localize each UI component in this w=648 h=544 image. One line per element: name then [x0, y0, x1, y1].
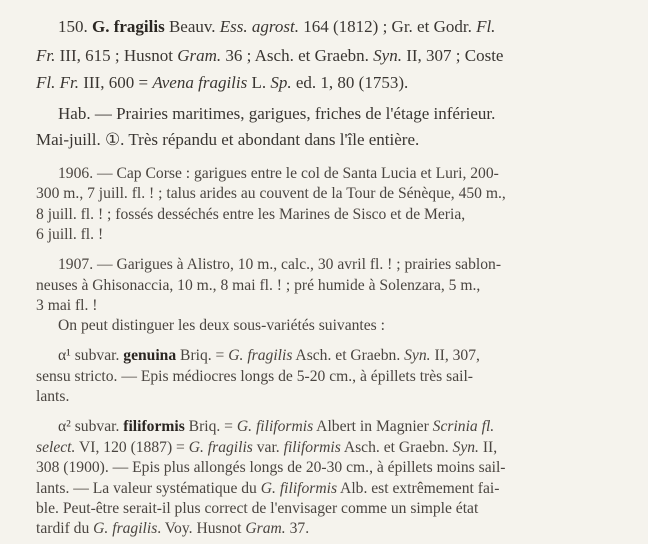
- observation-line: 1907. — Garigues à Alistro, 10 m., calc., 30 avril fl. ! ; prairies sablon-: [58, 256, 502, 273]
- subvariety-name: genuina: [123, 347, 177, 364]
- habitat-line: Hab. — Prairies maritimes, garigues, friches de l'étage inférieur.: [58, 104, 496, 123]
- synonymy-line: Fl. Fr. III, 600 = Avena fragilis L. Sp. ed. 1, 80 (1753).: [36, 73, 409, 92]
- subvariety-line: 308 (1900). — Epis plus allongés longs de 20-30 cm., à épillets moins sail-: [36, 459, 506, 476]
- habitat-line: Mai-juill. ①. Très répandu et abondant dans l'île entière.: [36, 130, 420, 149]
- subvariety-line: α¹ subvar. genuina Briq. = G. fragilis Asch. et Graebn. Syn. II, 307,: [58, 347, 480, 364]
- observation-line: 6 juill. fl. !: [36, 226, 104, 243]
- subvariety-line: lants. — La valeur systématique du G. filiformis Alb. est extrêmement fai-: [36, 480, 500, 497]
- observation-line: 300 m., 7 juill. fl. ! ; talus arides au couvent de la Tour de Sénèque, 450 m.,: [36, 185, 506, 202]
- subvariety-name: filiformis: [123, 418, 185, 435]
- subvariety-line: lants.: [36, 388, 70, 405]
- observation-line: 8 juill. fl. ! ; fossés desséchés entre les Marines de Sisco et de Meria,: [36, 206, 466, 223]
- intro-line: On peut distinguer les deux sous-variétés suivantes :: [58, 317, 385, 334]
- subvariety-line: α² subvar. filiformis Briq. = G. filiformis Albert in Magnier Scrinia fl.: [58, 418, 495, 435]
- entry-number: 150.: [58, 17, 88, 36]
- observation-line: 3 mai fl. !: [36, 297, 98, 314]
- subvariety-line: sensu stricto. — Epis médiocres longs de 5-20 cm., à épillets très sail-: [36, 368, 473, 385]
- synonymy-line: Fr. III, 615 ; Husnot Gram. 36 ; Asch. et Graebn. Syn. II, 307 ; Coste: [36, 46, 504, 65]
- observation-line: 1906. — Cap Corse : garigues entre le col de Santa Lucia et Luri, 200-: [58, 165, 499, 182]
- observation-line: neuses à Ghisonaccia, 10 m., 8 mai fl. ! ; pré humide à Solenzara, 5 m.,: [36, 277, 481, 294]
- subvariety-line: tardif du G. fragilis. Voy. Husnot Gram. 37.: [36, 520, 310, 537]
- subvariety-line: select. VI, 120 (1887) = G. fragilis var. filiformis Asch. et Graebn. Syn. II,: [36, 439, 498, 456]
- entry-heading-line: 150. G. fragilis Beauv. Ess. agrost. 164 (1812) ; Gr. et Godr. Fl.: [58, 17, 496, 36]
- species-name: G. fragilis: [92, 17, 165, 36]
- subvariety-line: ble. Peut-être serait-il plus correct de l'envisager comme un simple état: [36, 500, 479, 517]
